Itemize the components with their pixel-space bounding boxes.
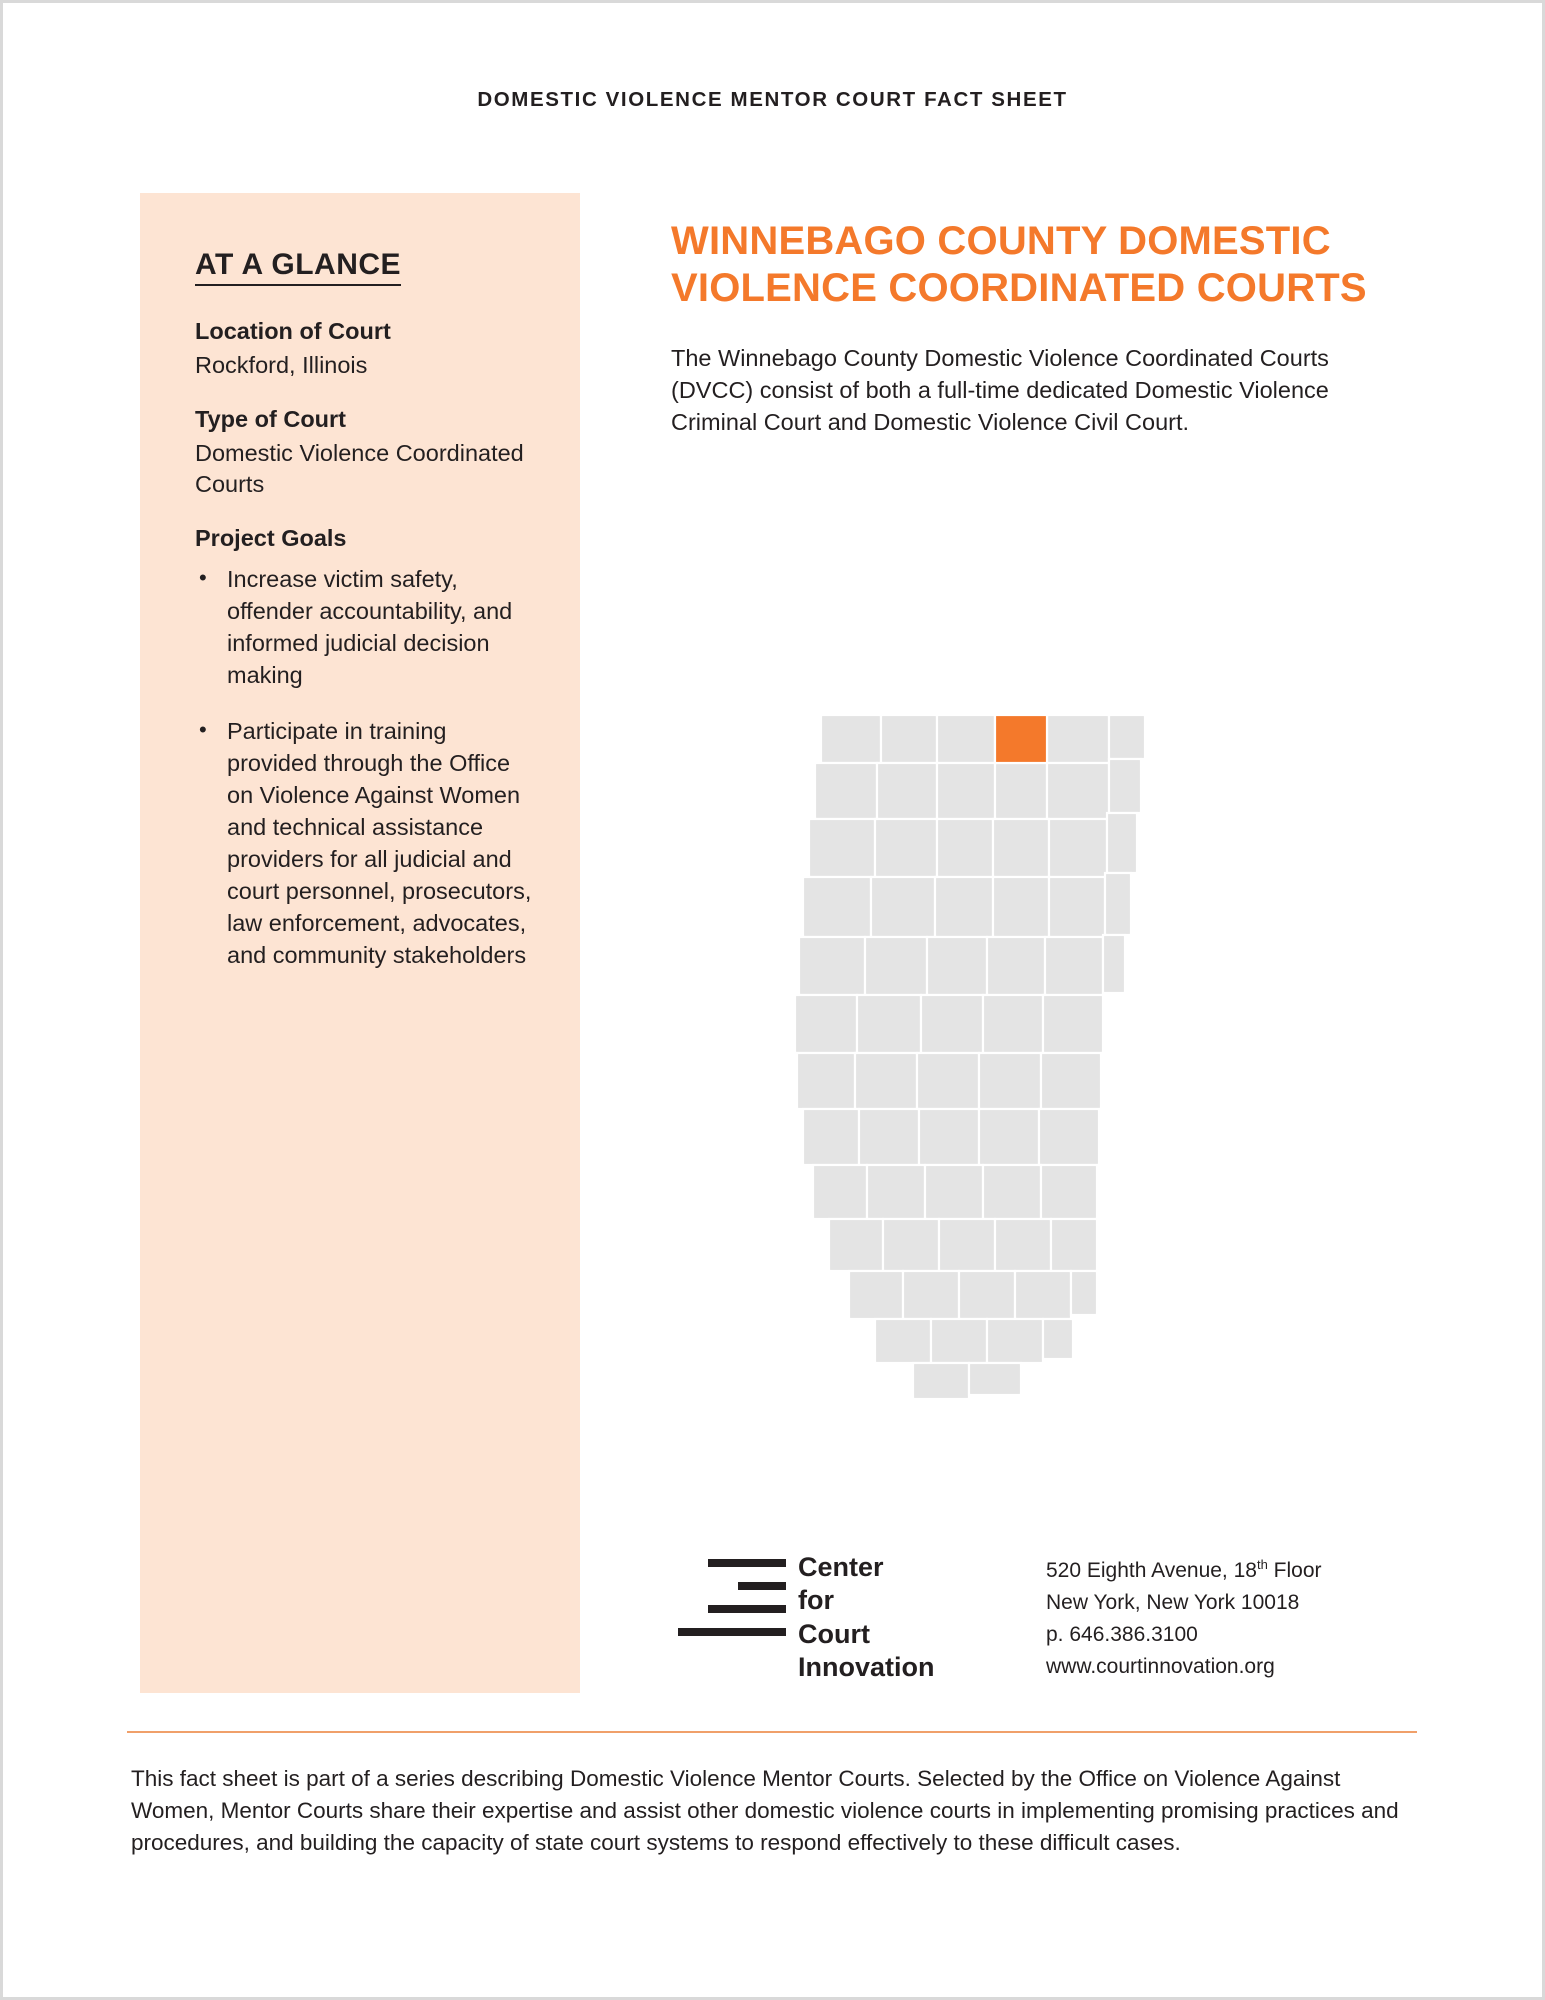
list-item (195, 716, 538, 972)
sidebar-heading: AT A GLANCE (195, 248, 401, 286)
court-type-label: Type of Court (195, 405, 346, 432)
logo-bars-icon (678, 1551, 786, 1651)
address-street: 520 Eighth Avenue, 18th Floor (1046, 1557, 1322, 1582)
winnebago-county-highlight (995, 715, 1047, 763)
logo-line-1: Center (798, 1552, 884, 1582)
address-city: New York, New York 10018 (1046, 1590, 1300, 1614)
footer-divider (127, 1731, 1417, 1733)
organization-address (1046, 1551, 1322, 1683)
project-goals-label: Project Goals (195, 525, 347, 552)
location-value: Rockford, Illinois (195, 352, 368, 379)
list-item (195, 564, 538, 692)
website-url[interactable]: www.courtinnovation.org (1046, 1654, 1275, 1678)
logo-line-2: for (798, 1585, 834, 1616)
goal-text: Increase victim safety, offender accountability, and informed judicial decision making (227, 566, 513, 689)
illinois-county-map (763, 703, 1193, 1423)
logo-wordmark (798, 1551, 935, 1685)
logo-line-4: Innovation (798, 1652, 935, 1683)
goal-text: Participate in training provided through the Office on Violence Against Women and technical assistance providers for all judicial and court personnel, prosecutors, law enforcement, advocates, and community stakeholders (227, 718, 532, 968)
project-goals-list (195, 564, 538, 971)
bullet-icon: • (199, 565, 207, 591)
bullet-icon: • (199, 717, 207, 743)
main-content (671, 218, 1431, 439)
page-title: WINNEBAGO COUNTY DOMESTIC VIOLENCE COORDINATED COURTS (671, 219, 1367, 310)
logo-line-3: Court (798, 1618, 870, 1649)
intro-paragraph: The Winnebago County Domestic Violence Coordinated Courts (DVCC) consist of both a full-time dedicated Domestic Violence Criminal Court and Domestic Violence Civil Court. (671, 344, 1329, 436)
phone-number: p. 646.386.3100 (1046, 1622, 1198, 1646)
court-type-value: Domestic Violence Coordinated Courts (195, 439, 524, 498)
organization-footer (678, 1551, 1438, 1685)
document-header: DOMESTIC VIOLENCE MENTOR COURT FACT SHEET (477, 88, 1068, 111)
location-label: Location of Court (195, 318, 391, 344)
ordinal-suffix: th (1256, 1557, 1268, 1572)
center-for-court-innovation-logo (678, 1551, 998, 1685)
map-svg (763, 703, 1193, 1423)
footer-note: This fact sheet is part of a series describing Domestic Violence Mentor Courts. Selected by the Office on Violence Against Women, Mentor Courts share their expertise and assist other domestic violence courts in implementing promising practices and procedures, and building the capacity of state court systems to respond effectively to these difficult cases. (131, 1766, 1399, 1855)
at-a-glance-sidebar (140, 193, 580, 1693)
